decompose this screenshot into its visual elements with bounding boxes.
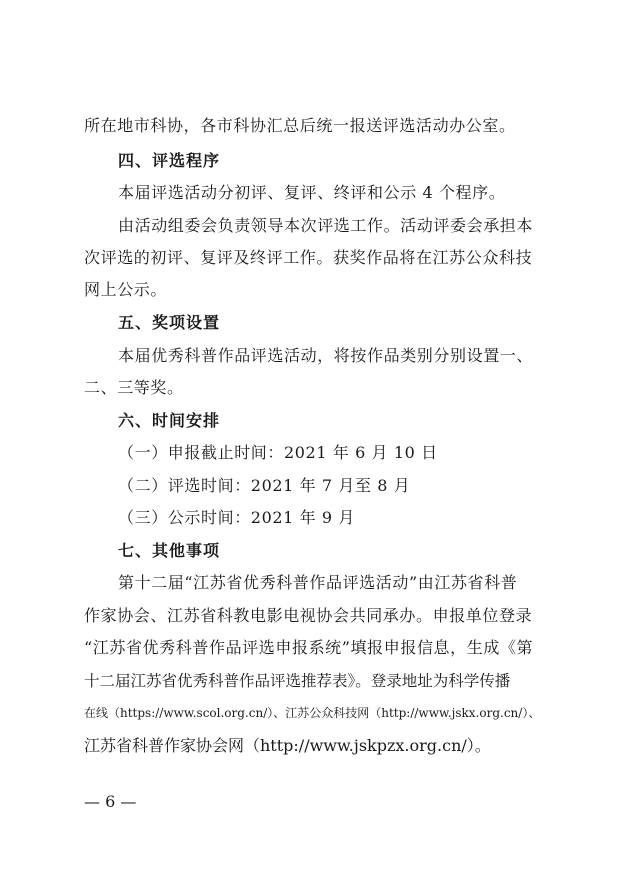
paragraph-line-links: 在线（https://www.scol.org.cn/）、江苏公众科技网（http://www.jskx.org.cn/）、 (84, 706, 541, 720)
paragraph-line: 十二届江苏省优秀科普作品评选推荐表》。登录地址为科学传播 (84, 672, 511, 690)
section-heading-awards: 五、奖项设置 (118, 313, 221, 332)
paragraph-line: “江苏省优秀科普作品评选申报系统”填报申报信息，生成《第 (84, 638, 534, 657)
schedule-item-publicity-time: （三）公示时间：2021 年 9 月 (118, 508, 355, 527)
page-number: — 6 — (84, 792, 137, 811)
schedule-item-review-time: （二）评选时间：2021 年 7 月至 8 月 (118, 476, 411, 495)
paragraph-line: 二、三等奖。 (84, 378, 184, 397)
paragraph-line: 作家协会、江苏省科教电影电视协会共同承办。申报单位登录 (84, 606, 533, 625)
schedule-item-deadline: （一）申报截止时间：2021 年 6 月 10 日 (118, 443, 438, 462)
paragraph-line: 本届优秀科普作品评选活动，将按作品类别分别设置一、 (118, 346, 534, 365)
paragraph-line: 次评选的初评、复评及终评工作。获奖作品将在江苏公众科技 (84, 248, 533, 267)
paragraph-line-links: 江苏省科普作家协会网（http://www.jskpzx.org.cn/）。 (84, 736, 491, 755)
paragraph-line: 本届评选活动分初评、复评、终评和公示 4 个程序。 (118, 183, 506, 202)
paragraph-line: 第十二届“江苏省优秀科普作品评选活动”由江苏省科普 (118, 573, 518, 592)
paragraph-line: 由活动组委会负责领导本次评选工作。活动评委会承担本 (118, 216, 534, 235)
section-heading-schedule: 六、时间安排 (118, 411, 221, 430)
section-heading-review-procedure: 四、评选程序 (118, 151, 221, 170)
paragraph-line: 所在地市科协，各市科协汇总后统一报送评选活动办公室。 (84, 116, 516, 135)
paragraph-line: 网上公示。 (84, 280, 168, 299)
section-heading-other-matters: 七、其他事项 (118, 541, 221, 560)
